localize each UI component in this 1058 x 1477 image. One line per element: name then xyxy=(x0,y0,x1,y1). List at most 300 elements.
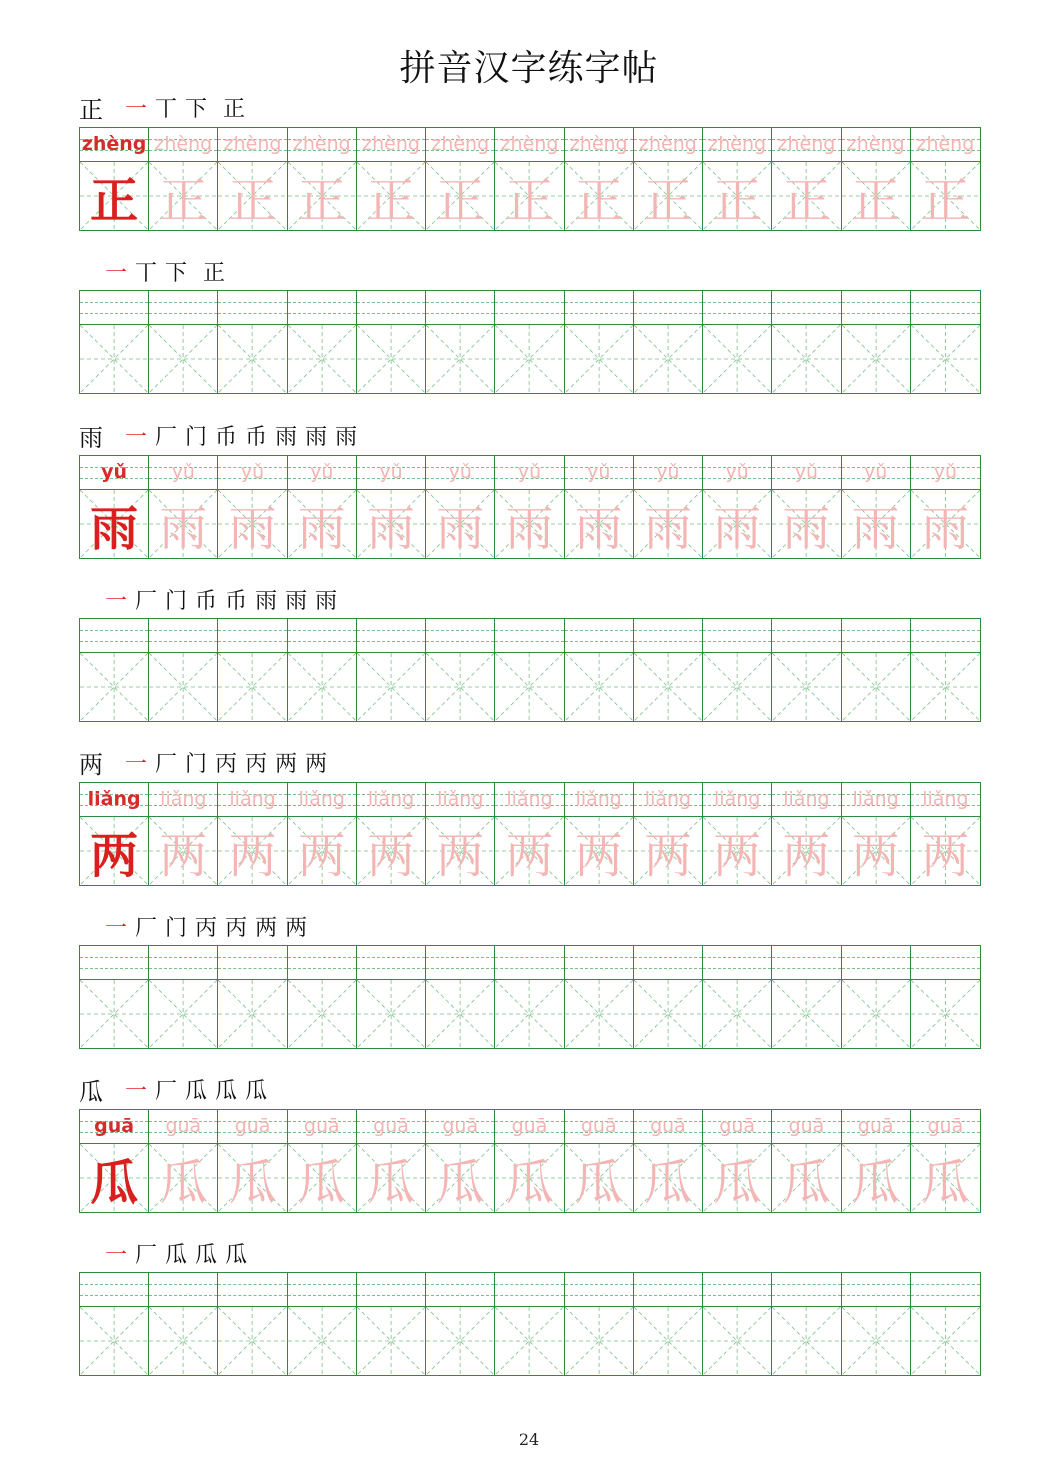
blank-practice-cell[interactable] xyxy=(911,619,980,721)
pinyin-lines xyxy=(911,456,980,490)
stroke-step: 瓜 xyxy=(195,1243,218,1268)
pinyin-lines xyxy=(703,783,771,817)
mi-grid-guides xyxy=(149,325,217,393)
character-box xyxy=(565,980,633,1048)
stroke-step: 厂 xyxy=(135,589,158,614)
character-trace: 雨 xyxy=(713,500,762,557)
character-box xyxy=(218,325,286,393)
character-trace: 瓜 xyxy=(643,1154,692,1211)
character-box xyxy=(495,980,563,1048)
pinyin-lines xyxy=(80,1110,148,1144)
character-label: 瓜 xyxy=(79,1078,103,1106)
trace-cell xyxy=(357,128,426,230)
stroke-order-header xyxy=(79,88,245,124)
stroke-order-practice-header xyxy=(105,907,307,943)
trace-cell xyxy=(288,783,357,885)
character-section xyxy=(79,416,981,716)
character-section xyxy=(79,743,981,1043)
blank-practice-cell[interactable] xyxy=(80,619,149,721)
mi-grid-guides xyxy=(288,1307,356,1375)
blank-practice-cell[interactable] xyxy=(357,1273,426,1375)
stroke-step: 一 xyxy=(105,589,128,614)
stroke-step: 厂 xyxy=(155,425,178,450)
blank-practice-cell[interactable] xyxy=(565,946,634,1048)
trace-cell xyxy=(703,783,772,885)
character-trace: 雨 xyxy=(297,500,346,557)
character-box xyxy=(634,653,702,721)
blank-practice-cell[interactable] xyxy=(495,946,564,1048)
mi-grid-guides xyxy=(703,980,771,1048)
mi-grid-guides xyxy=(288,980,356,1048)
character-box xyxy=(565,325,633,393)
blank-practice-cell[interactable] xyxy=(426,291,495,393)
character-trace: 两 xyxy=(643,827,692,884)
trace-cell xyxy=(911,456,980,558)
stroke-step: 币 xyxy=(195,589,218,614)
pinyin-trace: yǔ xyxy=(794,461,819,483)
blank-practice-cell[interactable] xyxy=(357,291,426,393)
pinyin-trace: yǔ xyxy=(310,461,334,483)
pinyin-trace: yǔ xyxy=(379,461,403,483)
character-box xyxy=(634,980,702,1048)
pinyin-trace: guā xyxy=(511,1115,548,1137)
character-box xyxy=(495,1307,563,1375)
blank-practice-cell[interactable] xyxy=(565,1273,634,1375)
page-number: 24 xyxy=(518,1430,540,1449)
blank-practice-cell[interactable] xyxy=(495,291,564,393)
character-box xyxy=(634,1307,702,1375)
mi-grid-guides xyxy=(80,653,148,721)
blank-practice-cell[interactable] xyxy=(218,946,287,1048)
mi-grid-guides xyxy=(357,653,425,721)
pinyin-trace: guā xyxy=(303,1115,340,1137)
pinyin-trace: zhèng xyxy=(292,133,351,155)
blank-practice-cell[interactable] xyxy=(495,1273,564,1375)
pinyin-lines xyxy=(288,619,356,653)
blank-practice-cell[interactable] xyxy=(911,946,980,1048)
character-box xyxy=(218,162,286,230)
character-box xyxy=(911,162,980,230)
blank-practice-cell[interactable] xyxy=(772,291,841,393)
pinyin-lines xyxy=(218,456,286,490)
character-box xyxy=(911,653,980,721)
blank-practice-cell[interactable] xyxy=(288,619,357,721)
mi-grid-guides xyxy=(495,980,563,1048)
mi-grid-guides xyxy=(495,1307,563,1375)
stroke-order-header xyxy=(79,416,357,452)
blank-practice-cell[interactable] xyxy=(149,619,218,721)
pinyin-trace: yǔ xyxy=(171,461,195,483)
trace-cell xyxy=(288,1110,357,1212)
character-model: 瓜 xyxy=(90,1154,139,1211)
character-box xyxy=(565,817,633,885)
character-box xyxy=(911,817,980,885)
character-trace: 正 xyxy=(159,172,208,229)
stroke-step: 币 xyxy=(245,425,268,450)
character-trace: 雨 xyxy=(367,500,416,557)
pinyin-trace: liǎng xyxy=(506,788,553,810)
character-trace: 瓜 xyxy=(782,1154,831,1211)
blank-practice-cell[interactable] xyxy=(80,1273,149,1375)
character-box xyxy=(842,817,910,885)
character-box xyxy=(80,325,148,393)
pinyin-lines xyxy=(149,291,217,325)
pinyin-lines xyxy=(80,291,148,325)
character-box xyxy=(703,490,771,558)
pinyin-model: liǎng xyxy=(87,788,141,810)
character-box xyxy=(288,162,356,230)
pinyin-lines xyxy=(288,128,356,162)
trace-cell xyxy=(218,128,287,230)
stroke-step: 丅 xyxy=(135,261,158,286)
mi-grid-guides xyxy=(218,325,286,393)
pinyin-lines xyxy=(149,619,217,653)
blank-practice-cell[interactable] xyxy=(218,291,287,393)
pinyin-trace: guā xyxy=(650,1115,686,1137)
character-box xyxy=(634,490,702,558)
blank-practice-cell[interactable] xyxy=(149,291,218,393)
character-box xyxy=(842,980,910,1048)
blank-practice-cell[interactable] xyxy=(703,946,772,1048)
blank-practice-cell[interactable] xyxy=(357,946,426,1048)
mi-grid-guides xyxy=(842,653,910,721)
stroke-step: 一 xyxy=(125,97,148,122)
pinyin-trace: yǔ xyxy=(933,461,958,483)
mi-grid-guides xyxy=(426,1307,494,1375)
pinyin-lines xyxy=(495,1110,563,1144)
blank-practice-cell[interactable] xyxy=(703,291,772,393)
blank-practice-cell[interactable] xyxy=(842,1273,911,1375)
blank-practice-cell[interactable] xyxy=(426,946,495,1048)
pinyin-lines xyxy=(842,1273,910,1307)
pinyin-lines xyxy=(565,946,633,980)
stroke-step: 厂 xyxy=(135,1243,158,1268)
pinyin-model: zhèng xyxy=(81,133,147,155)
character-box xyxy=(288,817,356,885)
character-box xyxy=(842,325,910,393)
pinyin-trace: guā xyxy=(927,1115,964,1137)
pinyin-lines xyxy=(149,783,217,817)
mi-grid-guides xyxy=(80,1307,148,1375)
mi-grid-guides xyxy=(495,325,563,393)
pinyin-lines xyxy=(80,619,148,653)
pinyin-trace: guā xyxy=(857,1115,894,1137)
character-box xyxy=(703,162,771,230)
mi-grid-guides xyxy=(772,980,840,1048)
tracing-grid xyxy=(79,455,981,559)
character-trace: 两 xyxy=(505,827,554,884)
blank-practice-cell[interactable] xyxy=(80,291,149,393)
character-trace: 瓜 xyxy=(436,1154,485,1211)
stroke-order-practice-header xyxy=(105,580,337,616)
character-box xyxy=(149,653,217,721)
stroke-step: 门 xyxy=(185,425,208,450)
character-trace: 瓜 xyxy=(713,1154,762,1211)
blank-practice-cell[interactable] xyxy=(218,619,287,721)
trace-cell xyxy=(149,1110,218,1212)
pinyin-lines xyxy=(357,1273,425,1307)
blank-practice-cell[interactable] xyxy=(703,619,772,721)
character-box xyxy=(911,325,980,393)
trace-cell xyxy=(842,1110,911,1212)
pinyin-trace: yǔ xyxy=(448,461,472,483)
character-box xyxy=(357,817,425,885)
character-trace: 瓜 xyxy=(297,1154,346,1211)
blank-practice-cell[interactable] xyxy=(634,1273,703,1375)
trace-cell xyxy=(634,128,703,230)
character-box xyxy=(842,162,910,230)
character-box xyxy=(634,1144,702,1212)
mi-grid-guides xyxy=(288,653,356,721)
stroke-step: 币 xyxy=(225,589,248,614)
character-trace: 瓜 xyxy=(574,1154,623,1211)
trace-cell xyxy=(772,456,841,558)
pinyin-lines xyxy=(495,946,563,980)
stroke-step: 一 xyxy=(125,425,148,450)
pinyin-lines xyxy=(911,291,980,325)
pinyin-lines xyxy=(218,128,286,162)
tracing-grid xyxy=(79,1109,981,1213)
blank-practice-cell[interactable] xyxy=(218,1273,287,1375)
stroke-step: 雨 xyxy=(335,425,358,450)
trace-cell xyxy=(911,1110,980,1212)
blank-practice-cell[interactable] xyxy=(288,946,357,1048)
character-box xyxy=(495,325,563,393)
character-box xyxy=(772,817,840,885)
mi-grid-guides xyxy=(703,325,771,393)
pinyin-lines xyxy=(288,1273,356,1307)
blank-practice-cell[interactable] xyxy=(426,619,495,721)
character-trace: 雨 xyxy=(851,500,900,557)
model-cell xyxy=(80,1110,149,1212)
blank-practice-cell[interactable] xyxy=(842,291,911,393)
mi-grid-guides xyxy=(842,325,910,393)
mi-grid-guides xyxy=(634,980,702,1048)
pinyin-lines xyxy=(772,291,840,325)
blank-practice-cell[interactable] xyxy=(634,291,703,393)
stroke-step: 雨 xyxy=(315,589,338,614)
trace-cell xyxy=(426,783,495,885)
stroke-step: 两 xyxy=(305,752,328,777)
character-trace: 雨 xyxy=(643,500,692,557)
blank-practice-cell[interactable] xyxy=(772,946,841,1048)
blank-practice-cell[interactable] xyxy=(149,1273,218,1375)
trace-cell xyxy=(911,783,980,885)
character-box xyxy=(703,1144,771,1212)
blank-practice-cell[interactable] xyxy=(149,946,218,1048)
character-box xyxy=(842,1144,910,1212)
mi-grid-guides xyxy=(80,980,148,1048)
pinyin-trace: liǎng xyxy=(437,788,484,810)
character-box xyxy=(634,325,702,393)
character-box xyxy=(565,1144,633,1212)
character-box xyxy=(218,653,286,721)
mi-grid-guides xyxy=(218,1307,286,1375)
character-box xyxy=(772,1144,840,1212)
mi-grid-guides xyxy=(426,653,494,721)
character-box xyxy=(218,817,286,885)
mi-grid-guides xyxy=(288,325,356,393)
pinyin-trace: liǎng xyxy=(160,788,207,810)
pinyin-lines xyxy=(842,291,910,325)
pinyin-lines xyxy=(842,456,910,490)
blank-practice-cell[interactable] xyxy=(288,291,357,393)
tracing-grid xyxy=(79,782,981,886)
stroke-order-practice-header xyxy=(105,252,225,288)
blank-practice-cell[interactable] xyxy=(80,946,149,1048)
character-box xyxy=(495,1144,563,1212)
stroke-step: 丅 xyxy=(155,97,178,122)
pinyin-lines xyxy=(357,1110,425,1144)
character-section xyxy=(79,88,981,388)
character-box xyxy=(218,1144,286,1212)
pinyin-lines xyxy=(772,1273,840,1307)
pinyin-trace: yǔ xyxy=(725,461,749,483)
character-trace: 雨 xyxy=(436,500,485,557)
pinyin-lines xyxy=(703,456,771,490)
character-trace: 瓜 xyxy=(159,1154,208,1211)
pinyin-trace: zhèng xyxy=(223,133,282,155)
pinyin-trace: liǎng xyxy=(852,788,899,810)
blank-practice-cell[interactable] xyxy=(357,619,426,721)
pinyin-lines xyxy=(149,128,217,162)
character-box xyxy=(80,980,148,1048)
character-box xyxy=(426,490,494,558)
pinyin-lines xyxy=(426,456,494,490)
stroke-step: 一 xyxy=(105,1243,128,1268)
character-trace: 两 xyxy=(574,827,623,884)
character-trace: 两 xyxy=(367,827,416,884)
pinyin-lines xyxy=(565,619,633,653)
pinyin-lines xyxy=(357,128,425,162)
trace-cell xyxy=(634,456,703,558)
character-box xyxy=(288,1144,356,1212)
blank-practice-cell[interactable] xyxy=(703,1273,772,1375)
pinyin-lines xyxy=(357,946,425,980)
pinyin-trace: liǎng xyxy=(575,788,622,810)
stroke-step: 瓜 xyxy=(165,1243,188,1268)
pinyin-lines xyxy=(703,1273,771,1307)
character-trace: 雨 xyxy=(574,500,623,557)
character-box xyxy=(426,162,494,230)
stroke-step: 门 xyxy=(165,916,188,941)
practice-grid xyxy=(79,618,981,722)
blank-practice-cell[interactable] xyxy=(772,1273,841,1375)
character-box xyxy=(634,817,702,885)
character-trace: 瓜 xyxy=(228,1154,277,1211)
blank-practice-cell[interactable] xyxy=(772,619,841,721)
character-trace: 雨 xyxy=(159,500,208,557)
pinyin-lines xyxy=(565,1273,633,1307)
stroke-step: 两 xyxy=(275,752,298,777)
mi-grid-guides xyxy=(565,1307,633,1375)
trace-cell xyxy=(842,456,911,558)
pinyin-lines xyxy=(842,619,910,653)
practice-grid xyxy=(79,945,981,1049)
character-trace: 雨 xyxy=(228,500,277,557)
blank-practice-cell[interactable] xyxy=(634,946,703,1048)
stroke-step: 门 xyxy=(185,752,208,777)
character-model: 两 xyxy=(90,827,139,884)
pinyin-lines xyxy=(703,619,771,653)
trace-cell xyxy=(149,783,218,885)
trace-cell xyxy=(842,128,911,230)
pinyin-lines xyxy=(357,619,425,653)
trace-cell xyxy=(565,1110,634,1212)
blank-practice-cell[interactable] xyxy=(288,1273,357,1375)
blank-practice-cell[interactable] xyxy=(426,1273,495,1375)
character-box xyxy=(149,817,217,885)
pinyin-lines xyxy=(218,1273,286,1307)
pinyin-trace: guā xyxy=(719,1115,756,1137)
pinyin-trace: zhèng xyxy=(777,133,836,155)
pinyin-trace: liǎng xyxy=(298,788,345,810)
character-trace: 正 xyxy=(297,172,346,229)
character-box xyxy=(357,490,425,558)
mi-grid-guides xyxy=(703,1307,771,1375)
blank-practice-cell[interactable] xyxy=(495,619,564,721)
pinyin-trace: yǔ xyxy=(587,461,611,483)
pinyin-lines xyxy=(80,128,148,162)
pinyin-lines xyxy=(634,783,702,817)
pinyin-trace: liǎng xyxy=(644,788,692,810)
trace-cell xyxy=(495,1110,564,1212)
stroke-step: 下 xyxy=(185,97,208,122)
model-cell xyxy=(80,456,149,558)
pinyin-trace: liǎng xyxy=(922,788,969,810)
character-box xyxy=(288,653,356,721)
blank-practice-cell[interactable] xyxy=(842,946,911,1048)
blank-practice-cell[interactable] xyxy=(634,619,703,721)
stroke-step: 一 xyxy=(125,1079,148,1104)
character-box xyxy=(149,325,217,393)
pinyin-lines xyxy=(288,1110,356,1144)
blank-practice-cell[interactable] xyxy=(842,619,911,721)
character-trace: 雨 xyxy=(505,500,554,557)
trace-cell xyxy=(703,1110,772,1212)
character-box xyxy=(426,325,494,393)
mi-grid-guides xyxy=(772,1307,840,1375)
character-box xyxy=(426,1307,494,1375)
blank-practice-cell[interactable] xyxy=(911,291,980,393)
pinyin-trace: guā xyxy=(580,1115,617,1137)
blank-practice-cell[interactable] xyxy=(911,1273,980,1375)
character-box xyxy=(80,1144,148,1212)
character-trace: 正 xyxy=(643,172,692,229)
trace-cell xyxy=(288,128,357,230)
pinyin-trace: zhèng xyxy=(916,133,975,155)
character-trace: 瓜 xyxy=(505,1154,554,1211)
character-box xyxy=(357,980,425,1048)
trace-cell xyxy=(772,783,841,885)
stroke-step: 雨 xyxy=(255,589,278,614)
pinyin-trace: yǔ xyxy=(517,461,542,483)
mi-grid-guides xyxy=(80,325,148,393)
pinyin-lines xyxy=(149,1110,217,1144)
blank-practice-cell[interactable] xyxy=(565,291,634,393)
pinyin-lines xyxy=(911,128,980,162)
stroke-step: 瓜 xyxy=(215,1079,238,1104)
blank-practice-cell[interactable] xyxy=(565,619,634,721)
trace-cell xyxy=(357,456,426,558)
character-box xyxy=(218,980,286,1048)
character-box xyxy=(634,162,702,230)
character-trace: 瓜 xyxy=(851,1154,900,1211)
pinyin-lines xyxy=(426,291,494,325)
stroke-order-practice-header xyxy=(105,1234,247,1270)
pinyin-lines xyxy=(288,946,356,980)
mi-grid-guides xyxy=(772,325,840,393)
